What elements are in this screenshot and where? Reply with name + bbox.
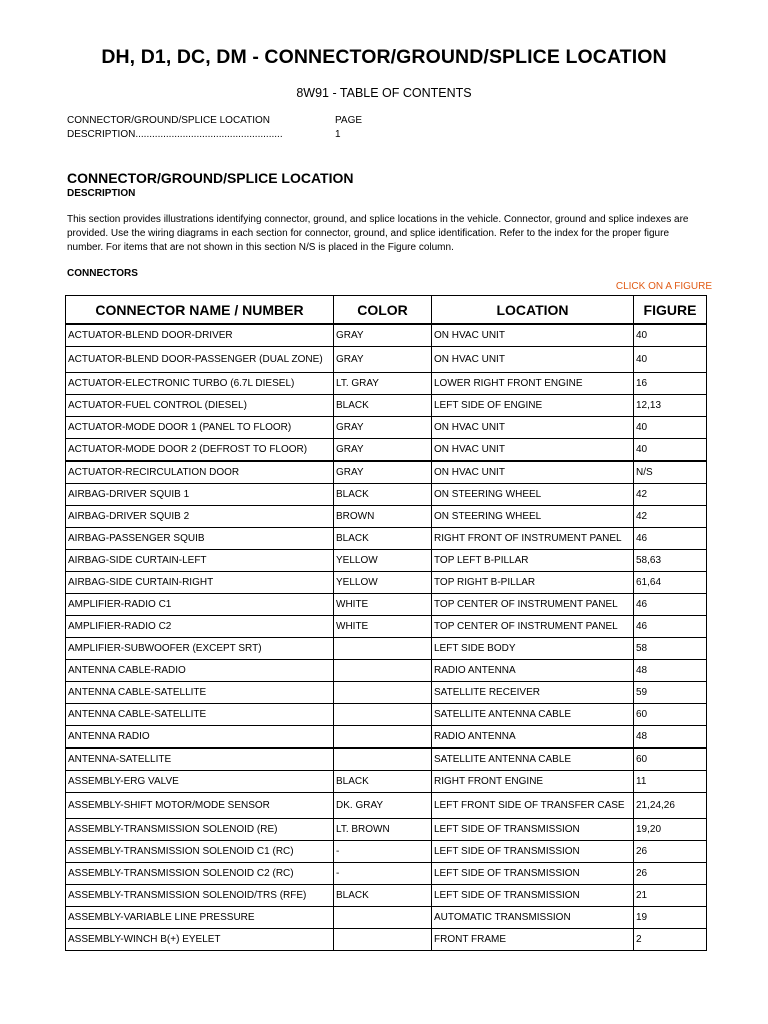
connector-name-cell: ACTUATOR-BLEND DOOR-PASSENGER (DUAL ZONE) — [66, 347, 334, 373]
figure-cell[interactable]: 40 — [634, 417, 707, 439]
location-cell: TOP LEFT B-PILLAR — [432, 550, 634, 572]
table-row — [66, 907, 707, 929]
color-cell: WHITE — [334, 616, 432, 638]
page-title: DH, D1, DC, DM - CONNECTOR/GROUND/SPLICE LOCATION — [101, 46, 667, 68]
connector-name-cell: ACTUATOR-BLEND DOOR-DRIVER — [66, 324, 334, 347]
figure-cell[interactable]: 59 — [634, 682, 707, 704]
connector-name-cell: ANTENNA CABLE-RADIO — [66, 660, 334, 682]
table-row — [66, 528, 707, 550]
connector-name-cell: ASSEMBLY-WINCH B(+) EYELET — [66, 929, 334, 951]
figure-cell[interactable]: 2 — [634, 929, 707, 951]
color-cell: WHITE — [334, 594, 432, 616]
connector-name-cell: ACTUATOR-MODE DOOR 2 (DEFROST TO FLOOR) — [66, 439, 334, 462]
location-cell: RADIO ANTENNA — [432, 660, 634, 682]
figure-cell[interactable]: 46 — [634, 616, 707, 638]
header-color: COLOR — [334, 296, 432, 325]
toc-page-header: PAGE — [335, 115, 363, 126]
table-row — [66, 819, 707, 841]
color-cell: BLACK — [334, 528, 432, 550]
table-row — [66, 863, 707, 885]
color-cell — [334, 907, 432, 929]
connector-name-cell: AMPLIFIER-RADIO C1 — [66, 594, 334, 616]
table-row — [66, 484, 707, 506]
figure-cell[interactable]: 26 — [634, 863, 707, 885]
table-row — [66, 506, 707, 528]
color-cell: GRAY — [334, 461, 432, 484]
toc-page-number: 1 — [335, 129, 341, 140]
connector-name-cell: ANTENNA RADIO — [66, 726, 334, 749]
location-cell: SATELLITE ANTENNA CABLE — [432, 748, 634, 771]
table-row — [66, 347, 707, 373]
color-cell: GRAY — [334, 417, 432, 439]
table-row — [66, 550, 707, 572]
color-cell: BROWN — [334, 506, 432, 528]
figure-cell[interactable]: 19 — [634, 907, 707, 929]
location-cell: AUTOMATIC TRANSMISSION — [432, 907, 634, 929]
toc-row — [67, 114, 395, 128]
location-cell: LEFT SIDE OF ENGINE — [432, 395, 634, 417]
connector-name-cell: ASSEMBLY-TRANSMISSION SOLENOID/TRS (RFE) — [66, 885, 334, 907]
location-cell: ON STEERING WHEEL — [432, 484, 634, 506]
color-cell: YELLOW — [334, 572, 432, 594]
location-cell: SATELLITE ANTENNA CABLE — [432, 704, 634, 726]
figure-cell[interactable]: 19,20 — [634, 819, 707, 841]
connector-name-cell: ASSEMBLY-SHIFT MOTOR/MODE SENSOR — [66, 793, 334, 819]
table-row — [66, 461, 707, 484]
figure-cell[interactable]: N/S — [634, 461, 707, 484]
connector-name-cell: ASSEMBLY-ERG VALVE — [66, 771, 334, 793]
location-cell: ON STEERING WHEEL — [432, 506, 634, 528]
connector-name-cell: ASSEMBLY-TRANSMISSION SOLENOID C1 (RC) — [66, 841, 334, 863]
connector-name-cell: AIRBAG-SIDE CURTAIN-LEFT — [66, 550, 334, 572]
location-cell: RIGHT FRONT ENGINE — [432, 771, 634, 793]
figure-cell[interactable]: 48 — [634, 660, 707, 682]
location-cell: TOP CENTER OF INSTRUMENT PANEL — [432, 594, 634, 616]
table-of-contents — [67, 114, 395, 142]
page-subtitle: 8W91 - TABLE OF CONTENTS — [296, 86, 472, 100]
description-text: This section provides illustrations identifying connector, ground, and splice locations in the vehicle. Connector, ground and splice indexes are provided. Use the wiring diagrams in each section for connector, ground, and splice identification. Refer to the index for the proper figure number. For items that are not shown in this section N/S is placed in the Figure column. — [67, 214, 689, 253]
description-label: DESCRIPTION — [67, 188, 136, 199]
color-cell: GRAY — [334, 347, 432, 373]
table-row — [66, 417, 707, 439]
connector-name-cell: AMPLIFIER-SUBWOOFER (EXCEPT SRT) — [66, 638, 334, 660]
table-row — [66, 594, 707, 616]
figure-cell[interactable]: 21,24,26 — [634, 793, 707, 819]
table-row — [66, 373, 707, 395]
figure-cell[interactable]: 40 — [634, 347, 707, 373]
connector-name-cell: ACTUATOR-MODE DOOR 1 (PANEL TO FLOOR) — [66, 417, 334, 439]
table-row — [66, 324, 707, 347]
color-cell: DK. GRAY — [334, 793, 432, 819]
location-cell: ON HVAC UNIT — [432, 461, 634, 484]
color-cell — [334, 704, 432, 726]
table-row — [66, 660, 707, 682]
connector-name-cell: ASSEMBLY-TRANSMISSION SOLENOID C2 (RC) — [66, 863, 334, 885]
figure-cell[interactable]: 46 — [634, 594, 707, 616]
figure-cell[interactable]: 11 — [634, 771, 707, 793]
location-cell: ON HVAC UNIT — [432, 417, 634, 439]
color-cell: LT. GRAY — [334, 373, 432, 395]
connector-name-cell: ACTUATOR-RECIRCULATION DOOR — [66, 461, 334, 484]
figure-cell[interactable]: 48 — [634, 726, 707, 749]
table-row — [66, 748, 707, 771]
figure-cell[interactable]: 60 — [634, 704, 707, 726]
color-cell: - — [334, 841, 432, 863]
connector-name-cell: AIRBAG-PASSENGER SQUIB — [66, 528, 334, 550]
table-row — [66, 638, 707, 660]
connector-name-cell: AIRBAG-SIDE CURTAIN-RIGHT — [66, 572, 334, 594]
color-cell — [334, 660, 432, 682]
toc-entry-description[interactable]: DESCRIPTION..................................................... — [67, 129, 283, 140]
toc-entry-label: CONNECTOR/GROUND/SPLICE LOCATION — [67, 115, 270, 126]
header-location: LOCATION — [432, 296, 634, 325]
location-cell: ON HVAC UNIT — [432, 439, 634, 462]
location-cell: RIGHT FRONT OF INSTRUMENT PANEL — [432, 528, 634, 550]
color-cell: BLACK — [334, 885, 432, 907]
table-header-row — [66, 296, 707, 325]
click-on-figure-link[interactable]: CLICK ON A FIGURE — [615, 281, 712, 292]
location-cell: SATELLITE RECEIVER — [432, 682, 634, 704]
table-row — [66, 572, 707, 594]
color-cell — [334, 748, 432, 771]
figure-cell[interactable]: 26 — [634, 841, 707, 863]
figure-cell[interactable]: 61,64 — [634, 572, 707, 594]
location-cell: LEFT SIDE BODY — [432, 638, 634, 660]
color-cell — [334, 682, 432, 704]
color-cell: YELLOW — [334, 550, 432, 572]
table-row — [66, 771, 707, 793]
location-cell: TOP CENTER OF INSTRUMENT PANEL — [432, 616, 634, 638]
table-row — [66, 929, 707, 951]
connector-name-cell: ACTUATOR-ELECTRONIC TURBO (6.7L DIESEL) — [66, 373, 334, 395]
color-cell: BLACK — [334, 484, 432, 506]
table-row — [66, 726, 707, 749]
color-cell: BLACK — [334, 395, 432, 417]
location-cell: RADIO ANTENNA — [432, 726, 634, 749]
header-connector-name: CONNECTOR NAME / NUMBER — [66, 296, 334, 325]
connector-name-cell: AIRBAG-DRIVER SQUIB 1 — [66, 484, 334, 506]
connector-name-cell: ANTENNA CABLE-SATELLITE — [66, 682, 334, 704]
connector-name-cell: ACTUATOR-FUEL CONTROL (DIESEL) — [66, 395, 334, 417]
figure-cell[interactable]: 12,13 — [634, 395, 707, 417]
connector-name-cell: AIRBAG-DRIVER SQUIB 2 — [66, 506, 334, 528]
location-cell: FRONT FRAME — [432, 929, 634, 951]
location-cell: ON HVAC UNIT — [432, 324, 634, 347]
location-cell: ON HVAC UNIT — [432, 347, 634, 373]
figure-cell[interactable]: 58 — [634, 638, 707, 660]
connector-name-cell: ANTENNA CABLE-SATELLITE — [66, 704, 334, 726]
figure-cell[interactable]: 42 — [634, 484, 707, 506]
location-cell: LEFT SIDE OF TRANSMISSION — [432, 885, 634, 907]
color-cell: GRAY — [334, 324, 432, 347]
figure-cell[interactable]: 60 — [634, 748, 707, 771]
table-row — [66, 841, 707, 863]
figure-cell[interactable]: 40 — [634, 324, 707, 347]
location-cell: LOWER RIGHT FRONT ENGINE — [432, 373, 634, 395]
toc-row[interactable] — [67, 128, 395, 142]
figure-cell[interactable]: 58,63 — [634, 550, 707, 572]
color-cell: GRAY — [334, 439, 432, 462]
color-cell — [334, 726, 432, 749]
color-cell: BLACK — [334, 771, 432, 793]
color-cell — [334, 638, 432, 660]
header-figure: FIGURE — [634, 296, 707, 325]
location-cell: TOP RIGHT B-PILLAR — [432, 572, 634, 594]
location-cell: LEFT SIDE OF TRANSMISSION — [432, 841, 634, 863]
connector-name-cell: ANTENNA-SATELLITE — [66, 748, 334, 771]
connector-name-cell: ASSEMBLY-TRANSMISSION SOLENOID (RE) — [66, 819, 334, 841]
color-cell: LT. BROWN — [334, 819, 432, 841]
figure-cell[interactable]: 42 — [634, 506, 707, 528]
table-row — [66, 439, 707, 462]
table-row — [66, 885, 707, 907]
table-row — [66, 616, 707, 638]
location-cell: LEFT SIDE OF TRANSMISSION — [432, 819, 634, 841]
section-title: CONNECTOR/GROUND/SPLICE LOCATION — [67, 170, 354, 186]
connectors-label: CONNECTORS — [67, 268, 138, 279]
figure-cell[interactable]: 21 — [634, 885, 707, 907]
figure-cell[interactable]: 40 — [634, 439, 707, 462]
connector-name-cell: AMPLIFIER-RADIO C2 — [66, 616, 334, 638]
connector-name-cell: ASSEMBLY-VARIABLE LINE PRESSURE — [66, 907, 334, 929]
table-row — [66, 793, 707, 819]
location-cell: LEFT FRONT SIDE OF TRANSFER CASE — [432, 793, 634, 819]
color-cell — [334, 929, 432, 951]
table-row — [66, 395, 707, 417]
table-row — [66, 682, 707, 704]
color-cell: - — [334, 863, 432, 885]
connector-table — [65, 295, 707, 951]
table-row — [66, 704, 707, 726]
location-cell: LEFT SIDE OF TRANSMISSION — [432, 863, 634, 885]
figure-cell[interactable]: 16 — [634, 373, 707, 395]
figure-cell[interactable]: 46 — [634, 528, 707, 550]
